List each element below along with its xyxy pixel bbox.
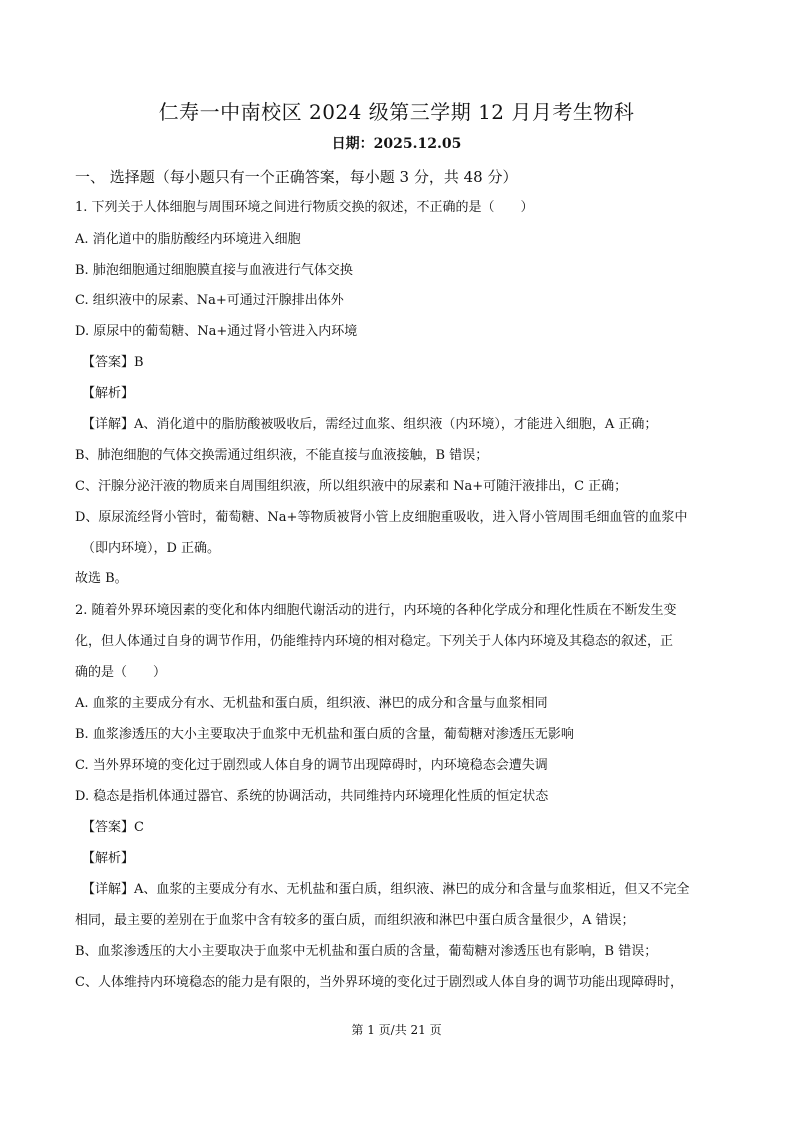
section-heading: 一、 选择题（每小题只有一个正确答案，每小题 3 分，共 48 分） — [75, 168, 518, 186]
question-2-detail: 相同，最主要的差别在于血浆中含有较多的蛋白质，而组织液和淋巴中蛋白质含量很少，A 错误； — [75, 913, 635, 928]
question-1-conclusion: 故选 B。 — [75, 571, 128, 586]
question-2-detail: C、人体维持内环境稳态的能力是有限的，当外界环境的变化过于剧烈或人体自身的调节功能出现障碍时， — [75, 975, 683, 990]
question-1-detail: （即内环境），D 正确。 — [82, 541, 221, 556]
question-2-stem: 2. 随着外界环境因素的变化和体内细胞代谢活动的进行，内环境的各种化学成分和理化性质在不断发生变 — [75, 603, 677, 618]
question-1-option-a: A. 消化道中的脂肪酸经内环境进入细胞 — [75, 232, 301, 247]
question-2-answer: 【答案】C — [82, 820, 144, 835]
question-1-detail: C、汗腺分泌汗液的物质来自周围组织液，所以组织液中的尿素和 Na+可随汗液排出，C 正确； — [75, 479, 628, 494]
question-2-option-b: B. 血浆渗透压的大小主要取决于血浆中无机盐和蛋白质的含量，葡萄糖对渗透压无影响 — [75, 727, 574, 742]
question-2-stem: 确的是（ ） — [75, 665, 167, 680]
question-2-detail: 【详解】A、血浆的主要成分有水、无机盐和蛋白质，组织液、淋巴的成分和含量与血浆相近，但又不完全 — [82, 882, 690, 897]
question-1-option-b: B. 肺泡细胞通过细胞膜直接与血液进行气体交换 — [75, 263, 353, 278]
question-1-option-c: C. 组织液中的尿素、Na+可通过汗腺排出体外 — [75, 293, 344, 308]
question-1-detail: 【详解】A、消化道中的脂肪酸被吸收后，需经过血浆、组织液（内环境），才能进入细胞，A 正确； — [82, 417, 658, 432]
page-title: 仁寿一中南校区 2024 级第三学期 12 月月考生物科 — [158, 100, 635, 124]
question-2-analysis-label: 【解析】 — [82, 851, 135, 866]
question-1-stem: 1. 下列关于人体细胞与周围环境之间进行物质交换的叙述，不正确的是（ ） — [75, 200, 534, 215]
question-2-stem: 化，但人体通过自身的调节作用，仍能维持内环境的相对稳定。下列关于人体内环境及其稳态的叙述，正 — [75, 634, 674, 649]
question-1-detail: D、原尿流经肾小管时，葡萄糖、Na+等物质被肾小管上皮细胞重吸收，进入肾小管周围毛细血管的血浆中 — [75, 510, 688, 525]
page-number: 第 1 页/共 21 页 — [351, 1023, 442, 1037]
question-1-option-d: D. 原尿中的葡萄糖、Na+通过肾小管进入内环境 — [75, 324, 358, 339]
exam-date: 日期：2025.12.05 — [331, 136, 462, 152]
question-1-answer: 【答案】B — [82, 355, 144, 370]
question-2-option-c: C. 当外界环境的变化过于剧烈或人体自身的调节出现障碍时，内环境稳态会遭失调 — [75, 758, 548, 773]
question-2-option-d: D. 稳态是指机体通过器官、系统的协调活动，共同维持内环境理化性质的恒定状态 — [75, 789, 549, 804]
question-1-detail: B、肺泡细胞的气体交换需通过组织液，不能直接与血液接触，B 错误； — [75, 448, 489, 463]
question-2-option-a: A. 血浆的主要成分有水、无机盐和蛋白质，组织液、淋巴的成分和含量与血浆相同 — [75, 696, 548, 711]
question-2-detail: B、血浆渗透压的大小主要取决于血浆中无机盐和蛋白质的含量，葡萄糖对渗透压也有影响，B 错误； — [75, 944, 658, 959]
question-1-analysis-label: 【解析】 — [82, 386, 135, 401]
